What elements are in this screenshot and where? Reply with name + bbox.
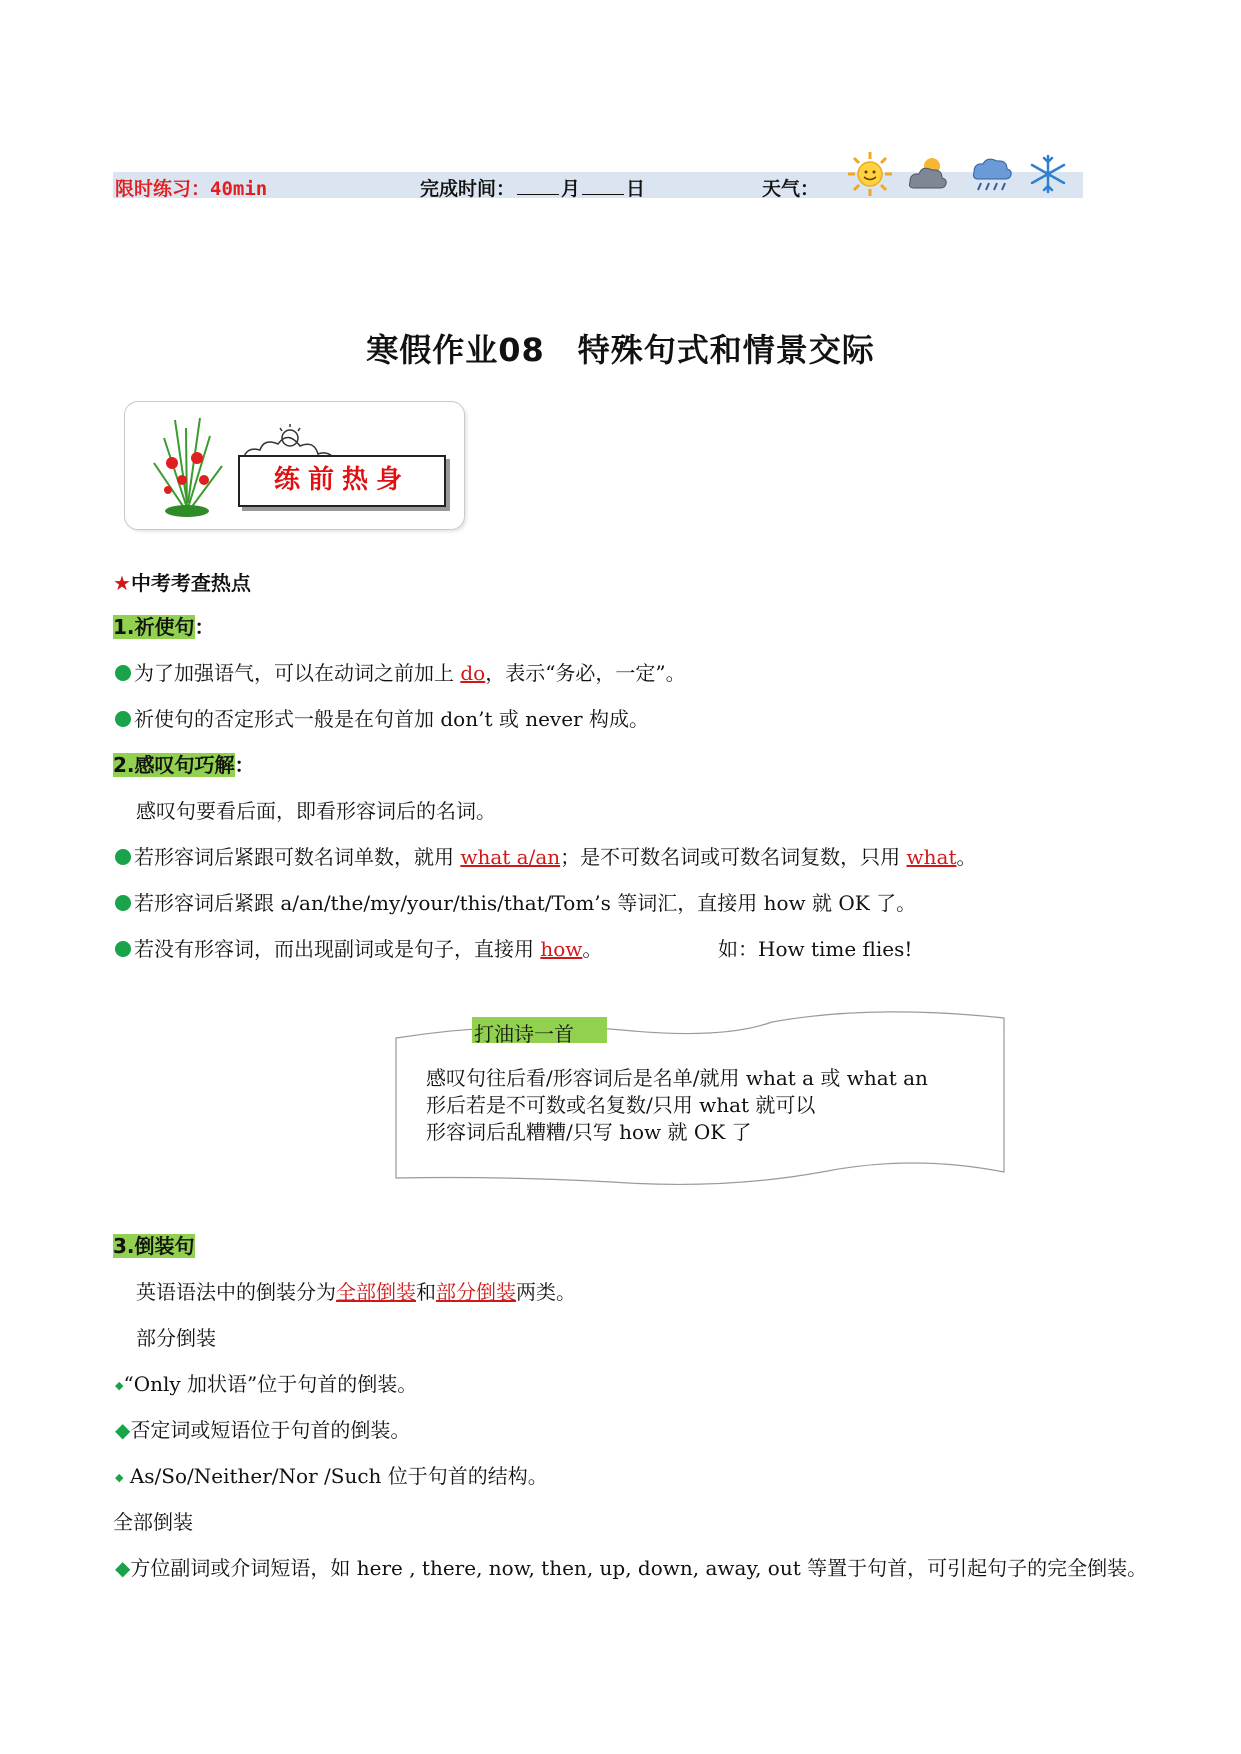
- section-1-bullet-1: [115, 657, 686, 686]
- s3-intro-text-end: 两类。: [516, 1280, 576, 1304]
- s2-b3-text-end: 。: [582, 937, 603, 961]
- s2-b1-keyword-2: what: [906, 845, 957, 869]
- section-2-intro: 感叹句要看后面，即看形容词后的名词。: [136, 799, 496, 823]
- s1-b1-text: 为了加强语气，可以在动词之前加上: [134, 661, 454, 685]
- s3-p3-text: As/So/Neither/Nor /Such 位于句首的结构。: [129, 1464, 548, 1488]
- s1-b2-text: 祈使句的否定形式一般是在句首加 don’t 或 never 构成。: [134, 707, 649, 731]
- flower-plant-icon: [142, 408, 232, 518]
- s3-intro-keyword-2: 部分倒装: [436, 1280, 516, 1304]
- bullet-dot-icon: [115, 941, 131, 957]
- s2-b2-text: 若形容词后紧跟 a/an/the/my/your/this/that/Tom’s 等词汇，直接用 how 就 OK 了。: [134, 891, 917, 915]
- s2-b3-keyword: how: [540, 937, 583, 961]
- month-blank: [517, 193, 559, 195]
- page-title: 寒假作业08 特殊句式和情景交际: [366, 331, 875, 369]
- section-3-item-4: [115, 1552, 1147, 1581]
- hotspot-heading: [113, 567, 251, 596]
- s2-b1-text-end: 。: [956, 845, 977, 869]
- section-1-heading: [113, 611, 215, 640]
- section-3-item-1: [115, 1368, 417, 1397]
- section-2-bullet-2: [115, 887, 916, 916]
- warmup-label: 练前热身: [273, 465, 410, 495]
- section-3-title: 3.倒装句: [113, 1234, 195, 1258]
- diamond-bullet-icon: ◆: [115, 1418, 131, 1442]
- bullet-dot-icon: [115, 849, 131, 865]
- section-2-colon: ：: [234, 753, 255, 777]
- section-3-item-2: [115, 1414, 410, 1443]
- s2-b1-keyword-1: what a/an: [460, 845, 561, 869]
- s3-intro-text-mid: 和: [416, 1280, 436, 1304]
- section-2-example: 如：How time flies!: [718, 937, 913, 961]
- snow-icon: [1024, 150, 1072, 198]
- poem-line-2: 形后若是不可数或名复数/只用 what 就可以: [426, 1093, 816, 1117]
- partial-inversion-label: 部分倒装: [136, 1326, 216, 1350]
- full-inversion-label: 全部倒装: [113, 1510, 193, 1534]
- section-1-bullet-2: [115, 703, 649, 732]
- section-1-colon: ：: [194, 615, 215, 639]
- diamond-bullet-icon: ◆: [115, 1379, 124, 1392]
- section-3-item-3: [115, 1460, 548, 1489]
- day-label: 日: [626, 178, 646, 200]
- month-label: 月: [561, 178, 581, 200]
- s1-b1-keyword: do: [460, 661, 486, 685]
- section-3-heading: [113, 1230, 195, 1259]
- poem-line-1: 感叹句往后看/形容词后是名单/就用 what a 或 what an: [426, 1066, 928, 1090]
- time-limit-label: 限时练习：40min: [115, 178, 268, 200]
- hotspot-text: 中考考查热点: [130, 571, 251, 595]
- rain-icon: [966, 150, 1014, 198]
- poem-tag: 打油诗一首: [474, 1022, 574, 1046]
- section-3-intro: [136, 1276, 576, 1305]
- s2-b3-text: 若没有形容词，而出现副词或是句子，直接用: [134, 937, 534, 961]
- completion-time-label: 完成时间：: [420, 178, 516, 200]
- s3-p2-text: 否定词或短语位于句首的倒装。: [130, 1418, 411, 1442]
- bullet-dot-icon: [115, 895, 131, 911]
- section-2-bullet-3: [115, 933, 602, 962]
- s2-b1-text-mid: ；是不可数名词或可数名词复数，只用: [560, 845, 901, 869]
- s2-b1-text: 若形容词后紧跟可数名词单数，就用: [134, 845, 454, 869]
- sun-icon: [846, 150, 894, 198]
- poem-line-3: 形容词后乱糟糟/只写 how 就 OK 了: [426, 1120, 752, 1144]
- bullet-dot-icon: [115, 711, 131, 727]
- section-2-title: 2.感叹句巧解: [113, 753, 235, 777]
- diamond-bullet-icon: ◆: [115, 1471, 124, 1484]
- s1-b1-text-end: ，表示“务必，一定”。: [485, 661, 686, 685]
- section-1-title: 1.祈使句: [113, 615, 195, 639]
- s3-f1-text: 方位副词或介词短语，如 here , there, now, then, up, down, away, out 等置于句首，可引起句子的完全倒装。: [130, 1556, 1148, 1580]
- s3-intro-text: 英语语法中的倒装分为: [136, 1280, 336, 1304]
- partly-cloudy-icon: [902, 150, 950, 198]
- section-2-heading: [113, 749, 255, 778]
- diamond-bullet-icon: ◆: [115, 1556, 131, 1580]
- bullet-dot-icon: [115, 665, 131, 681]
- section-2-bullet-1: [115, 841, 976, 870]
- completion-time: [420, 174, 645, 201]
- s3-p1-text: “Only 加状语”位于句首的倒装。: [123, 1372, 418, 1396]
- weather-label: 天气：: [762, 178, 820, 200]
- s3-intro-keyword-1: 全部倒装: [336, 1280, 416, 1304]
- day-blank: [582, 193, 624, 195]
- star-icon: ★: [113, 571, 131, 595]
